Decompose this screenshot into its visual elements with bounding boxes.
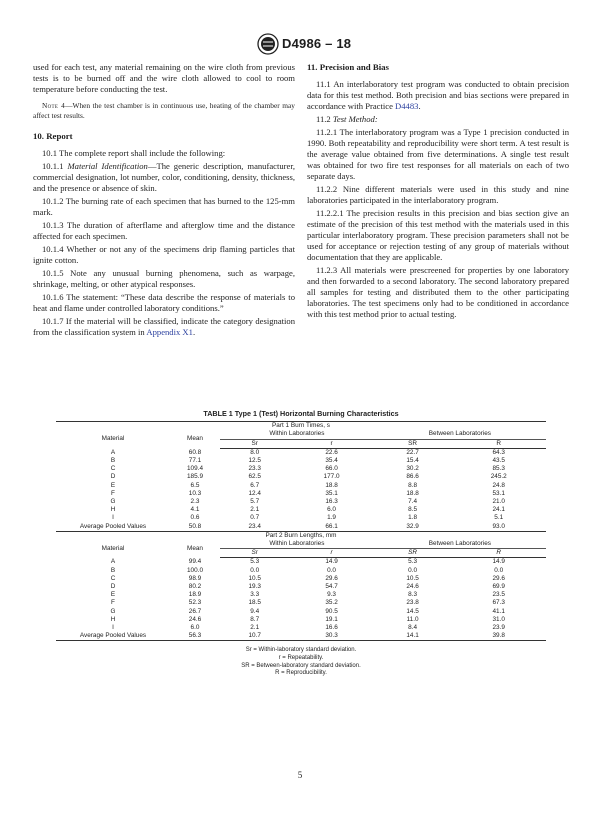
- paragraph-11-1: [307, 79, 569, 112]
- value-cell: 85.3: [492, 465, 505, 473]
- paragraph-10-1-4: 10.1.4 Whether or not any of the specimens drip flaming particles that ignite cotton.: [33, 244, 295, 265]
- page-number: 5: [297, 770, 303, 780]
- material-cell: D: [110, 583, 116, 591]
- material-cell: B: [110, 457, 116, 465]
- table-footnotes: [56, 647, 546, 677]
- value-cell: 3.3: [250, 591, 260, 599]
- value-cell: 54.7: [325, 583, 338, 591]
- value-cell: 60.8: [188, 448, 202, 456]
- document-id: D4986 – 18: [282, 36, 352, 51]
- value-cell: 67.3: [492, 599, 505, 607]
- value-cell: 5.3: [408, 558, 418, 566]
- part-1-title: Part 1 Burn Times, s: [56, 422, 546, 431]
- value-cell: 0.7: [250, 514, 260, 522]
- value-cell: 8.0: [250, 448, 260, 456]
- value-cell: 23.9: [492, 624, 505, 632]
- material-cell: F: [111, 599, 115, 607]
- value-cell: 93.0: [451, 523, 546, 532]
- header-within: Within Laboratories: [220, 540, 374, 549]
- note-4: [33, 101, 295, 120]
- value-cell: 19.1: [325, 615, 338, 623]
- value-cell: 8.5: [408, 506, 418, 514]
- value-cell: 21.0: [492, 498, 505, 506]
- value-cell: 29.6: [325, 574, 338, 582]
- header-between: Between Laboratories: [374, 430, 546, 439]
- table-row: [56, 457, 546, 465]
- footnote: r = Repeatability.: [278, 655, 324, 662]
- paragraph-text: 11.1 An interlaboratory test program was conducted to obtain precision data for this test method. Both precision and bias sections were prepared in accordance with Practice: [307, 79, 569, 111]
- footnote: R = Reproducibility.: [275, 670, 327, 677]
- value-cell: 12.5: [248, 457, 261, 465]
- value-cell: 7.4: [408, 498, 418, 506]
- value-cell: 16.6: [325, 624, 338, 632]
- value-cell: 10.5: [406, 574, 419, 582]
- material-cell: B: [110, 566, 116, 574]
- value-cell: 2.1: [250, 624, 260, 632]
- footnote: Sr = Within-laboratory standard deviation.: [245, 647, 357, 654]
- table-row: [56, 506, 546, 514]
- footnote: SR = Between-laboratory standard deviation.: [241, 662, 361, 669]
- value-cell: 1.9: [327, 514, 336, 522]
- material-cell: G: [110, 607, 116, 615]
- part-2-title: Part 2 Burn Lengths, mm: [56, 531, 546, 540]
- value-cell: 2.3: [190, 498, 200, 506]
- punctuation: .: [192, 327, 196, 337]
- value-cell: 22.7: [406, 448, 419, 456]
- header-SR: SR: [374, 549, 452, 558]
- value-cell: 56.3: [170, 632, 220, 641]
- value-cell: 50.8: [170, 523, 220, 532]
- paragraph-10-1-3: 10.1.3 The duration of afterflame and afterglow time and the distance affected for each specimen.: [33, 220, 295, 241]
- value-cell: 99.4: [188, 558, 202, 566]
- value-cell: 8.8: [408, 481, 418, 489]
- value-cell: 18.8: [325, 481, 338, 489]
- material-cell: Average Pooled Values: [56, 523, 170, 532]
- header-R: R: [451, 549, 546, 558]
- d4483-link[interactable]: D4483: [395, 101, 419, 111]
- value-cell: 14.9: [325, 558, 338, 566]
- value-cell: 18.5: [248, 599, 261, 607]
- value-cell: 14.1: [374, 632, 452, 641]
- paragraph-10-1-6: 10.1.6 The statement: “These data describe the response of materials to heat and flame under controlled laboratory conditions.”: [33, 292, 295, 313]
- value-cell: 39.8: [451, 632, 546, 641]
- paragraph-11-2-2: 11.2.2 Nine different materials were used in this study and nine laboratories participated in the interlaboratory program.: [307, 184, 569, 205]
- paragraph-10-1-7: [33, 316, 295, 338]
- table-row: [56, 490, 546, 498]
- value-cell: 4.1: [190, 506, 200, 514]
- value-cell: 11.0: [406, 615, 419, 623]
- value-cell: 30.3: [289, 632, 373, 641]
- paragraph-number: 10.1.1: [42, 161, 64, 171]
- paragraph-10-1-2: 10.1.2 The burning rate of each specimen that has burned to the 125-mm mark.: [33, 196, 295, 217]
- page-header: [0, 33, 600, 57]
- material-cell: C: [110, 574, 116, 582]
- value-cell: 80.2: [188, 583, 202, 591]
- value-cell: 35.1: [325, 489, 338, 497]
- header-r: r: [289, 549, 373, 558]
- value-cell: 8.7: [250, 615, 260, 623]
- value-cell: 24.8: [492, 481, 505, 489]
- value-cell: 23.5: [492, 591, 505, 599]
- value-cell: 6.5: [190, 481, 200, 489]
- material-cell: C: [110, 465, 116, 473]
- value-cell: 23.4: [220, 523, 289, 532]
- paragraph-text: —The generic description, manufacturer, commercial designation, lot number, color, conditioning, density, thickness, and the presence or absence of skin.: [33, 161, 296, 193]
- material-cell: F: [111, 489, 115, 497]
- table-1: [56, 410, 546, 678]
- header-material: Material: [101, 544, 125, 552]
- value-cell: 31.0: [492, 615, 505, 623]
- material-cell: A: [110, 448, 116, 456]
- table-row: [56, 465, 546, 473]
- value-cell: 0.0: [408, 566, 418, 574]
- value-cell: 66.1: [289, 523, 373, 532]
- header-mean: Mean: [187, 544, 203, 552]
- value-cell: 64.3: [492, 448, 505, 456]
- value-cell: 0.0: [494, 566, 504, 574]
- table-row: [56, 624, 546, 632]
- value-cell: 52.3: [188, 599, 202, 607]
- value-cell: 12.4: [248, 489, 261, 497]
- material-cell: G: [110, 498, 116, 506]
- table-row: [56, 523, 546, 532]
- header-between: Between Laboratories: [374, 540, 546, 549]
- paragraph-11-2: [307, 114, 569, 125]
- value-cell: 18.8: [406, 489, 419, 497]
- paragraph-continued: used for each test, any material remaining on the wire cloth from previous tests is to be burned off and the wire cloth allowed to cool to room temperature before conducting the test.: [33, 62, 295, 94]
- right-column: [307, 62, 569, 322]
- paragraph-10-1: 10.1 The complete report shall include the following:: [42, 148, 226, 158]
- table-row: [56, 482, 546, 490]
- value-cell: 15.4: [406, 457, 419, 465]
- value-cell: 62.5: [248, 473, 261, 481]
- table-row: [56, 498, 546, 506]
- value-cell: 23.8: [406, 599, 419, 607]
- paragraph-title: Material Identification: [67, 161, 148, 171]
- value-cell: 1.8: [408, 514, 418, 522]
- material-cell: I: [112, 514, 114, 522]
- value-cell: 26.7: [188, 607, 202, 615]
- paragraph-11-2-1: 11.2.1 The interlaboratory program was a Type 1 precision conducted in 1990. Both repeatability and reproducibility were short term. A test result is the average value obtained from five determinations. A single test result was obtained for two fire test responses for all materials on each of two separate days.: [307, 127, 569, 181]
- value-cell: 9.4: [250, 607, 260, 615]
- material-cell: Average Pooled Values: [56, 632, 170, 641]
- value-cell: 69.9: [492, 583, 505, 591]
- table-row: [56, 616, 546, 624]
- material-cell: A: [110, 558, 116, 566]
- value-cell: 6.7: [250, 481, 260, 489]
- header-SR: SR: [374, 439, 452, 448]
- value-cell: 90.5: [325, 607, 338, 615]
- part-1-title-row: [56, 422, 546, 431]
- value-cell: 6.0: [327, 506, 336, 514]
- material-cell: E: [110, 481, 116, 489]
- paragraph-title: Test Method:: [332, 114, 378, 124]
- value-cell: 10.7: [220, 632, 289, 641]
- table-part-2: [56, 531, 546, 641]
- material-cell: H: [110, 506, 116, 514]
- value-cell: 0.0: [327, 566, 336, 574]
- table-row: [56, 632, 546, 641]
- paragraph-text: 10.1.7 If the material will be classified, indicate the category designation from the classification system in: [33, 316, 295, 337]
- table-row: [56, 473, 546, 481]
- left-column: [33, 62, 295, 340]
- value-cell: 16.3: [325, 498, 338, 506]
- table-row: [56, 567, 546, 575]
- table-row: [56, 591, 546, 599]
- value-cell: 2.1: [250, 506, 260, 514]
- value-cell: 19.3: [248, 583, 261, 591]
- value-cell: 5.3: [250, 558, 260, 566]
- value-cell: 30.2: [406, 465, 419, 473]
- note-label: Note 4: [42, 101, 66, 110]
- value-cell: 6.0: [190, 624, 200, 632]
- table-caption: TABLE 1 Type 1 (Test) Horizontal Burning Characteristics: [203, 409, 399, 418]
- value-cell: 0.0: [250, 566, 260, 574]
- value-cell: 14.9: [492, 558, 505, 566]
- value-cell: 100.0: [187, 566, 203, 574]
- value-cell: 66.0: [325, 465, 338, 473]
- value-cell: 109.4: [187, 465, 203, 473]
- table-row: [56, 599, 546, 607]
- value-cell: 5.7: [250, 498, 260, 506]
- value-cell: 35.4: [325, 457, 338, 465]
- value-cell: 53.1: [492, 489, 505, 497]
- table-row: [56, 514, 546, 522]
- value-cell: 8.3: [408, 591, 418, 599]
- value-cell: 43.5: [492, 457, 505, 465]
- header-r: r: [289, 439, 373, 448]
- appendix-x1-link[interactable]: Appendix X1: [146, 327, 193, 337]
- value-cell: 35.2: [325, 599, 338, 607]
- table-row: [56, 448, 546, 457]
- material-cell: I: [112, 624, 114, 632]
- value-cell: 23.3: [248, 465, 261, 473]
- material-cell: D: [110, 473, 116, 481]
- section-11-heading: 11. Precision and Bias: [307, 62, 389, 72]
- value-cell: 24.1: [492, 506, 505, 514]
- paragraph-11-2-3: 11.2.3 All materials were prescreened for properties by one laboratory and then forwarded to a second laboratory. The second laboratory prepared all samples for testing and distributed them to the other participating laboratories. The test specimens only had to be conditioned in accordance with this test method prior to actual testing.: [307, 265, 569, 319]
- value-cell: 245.2: [490, 473, 507, 481]
- value-cell: 0.6: [190, 514, 200, 522]
- table-row: [56, 558, 546, 567]
- value-cell: 8.4: [408, 624, 418, 632]
- value-cell: 9.3: [327, 591, 336, 599]
- burning-characteristics-table: [56, 421, 546, 641]
- table-part-1: [56, 422, 546, 532]
- astm-logo-icon: [257, 33, 279, 55]
- value-cell: 86.6: [406, 473, 419, 481]
- paragraph-11-2-2-1: 11.2.2.1 The precision results in this precision and bias section give an estimate of the precision of this test method with the materials used in this particular interlaboratory program. These precision parameters shall not be used for acceptance or rejection testing of any group of materials without documentation that they are applicable.: [307, 208, 569, 262]
- value-cell: 77.1: [188, 457, 202, 465]
- value-cell: 10.3: [188, 489, 202, 497]
- table-row: [56, 608, 546, 616]
- value-cell: 29.6: [492, 574, 505, 582]
- value-cell: 14.5: [406, 607, 419, 615]
- part-2-title-row: [56, 531, 546, 540]
- header-row-1: [56, 430, 546, 439]
- header-within: Within Laboratories: [220, 430, 374, 439]
- punctuation: .: [418, 101, 421, 111]
- header-material: Material: [101, 435, 125, 443]
- value-cell: 98.9: [188, 574, 202, 582]
- value-cell: 32.9: [374, 523, 452, 532]
- header-R: R: [451, 439, 546, 448]
- table-row: [56, 583, 546, 591]
- value-cell: 22.6: [325, 448, 338, 456]
- value-cell: 24.6: [188, 615, 202, 623]
- note-text: —When the test chamber is in continuous use, heating of the chamber may affect test results.: [33, 101, 295, 120]
- value-cell: 24.6: [406, 583, 419, 591]
- material-cell: H: [110, 615, 116, 623]
- section-10-heading: 10. Report: [33, 131, 73, 141]
- table-row: [56, 575, 546, 583]
- value-cell: 18.9: [188, 591, 202, 599]
- value-cell: 177.0: [323, 473, 340, 481]
- header-row-1: [56, 540, 546, 549]
- paragraph-number: 11.2: [316, 114, 331, 124]
- value-cell: 10.5: [248, 574, 261, 582]
- value-cell: 185.9: [187, 473, 203, 481]
- value-cell: 5.1: [494, 514, 504, 522]
- header-sr: Sr: [220, 549, 289, 558]
- header-sr: Sr: [220, 439, 289, 448]
- material-cell: E: [110, 591, 116, 599]
- paragraph-10-1-5: 10.1.5 Note any unusual burning phenomena, such as warpage, shrinkage, melting, or other atypical responses.: [33, 268, 295, 289]
- paragraph-10-1-1: [33, 161, 295, 194]
- value-cell: 41.1: [492, 607, 505, 615]
- header-mean: Mean: [187, 435, 203, 443]
